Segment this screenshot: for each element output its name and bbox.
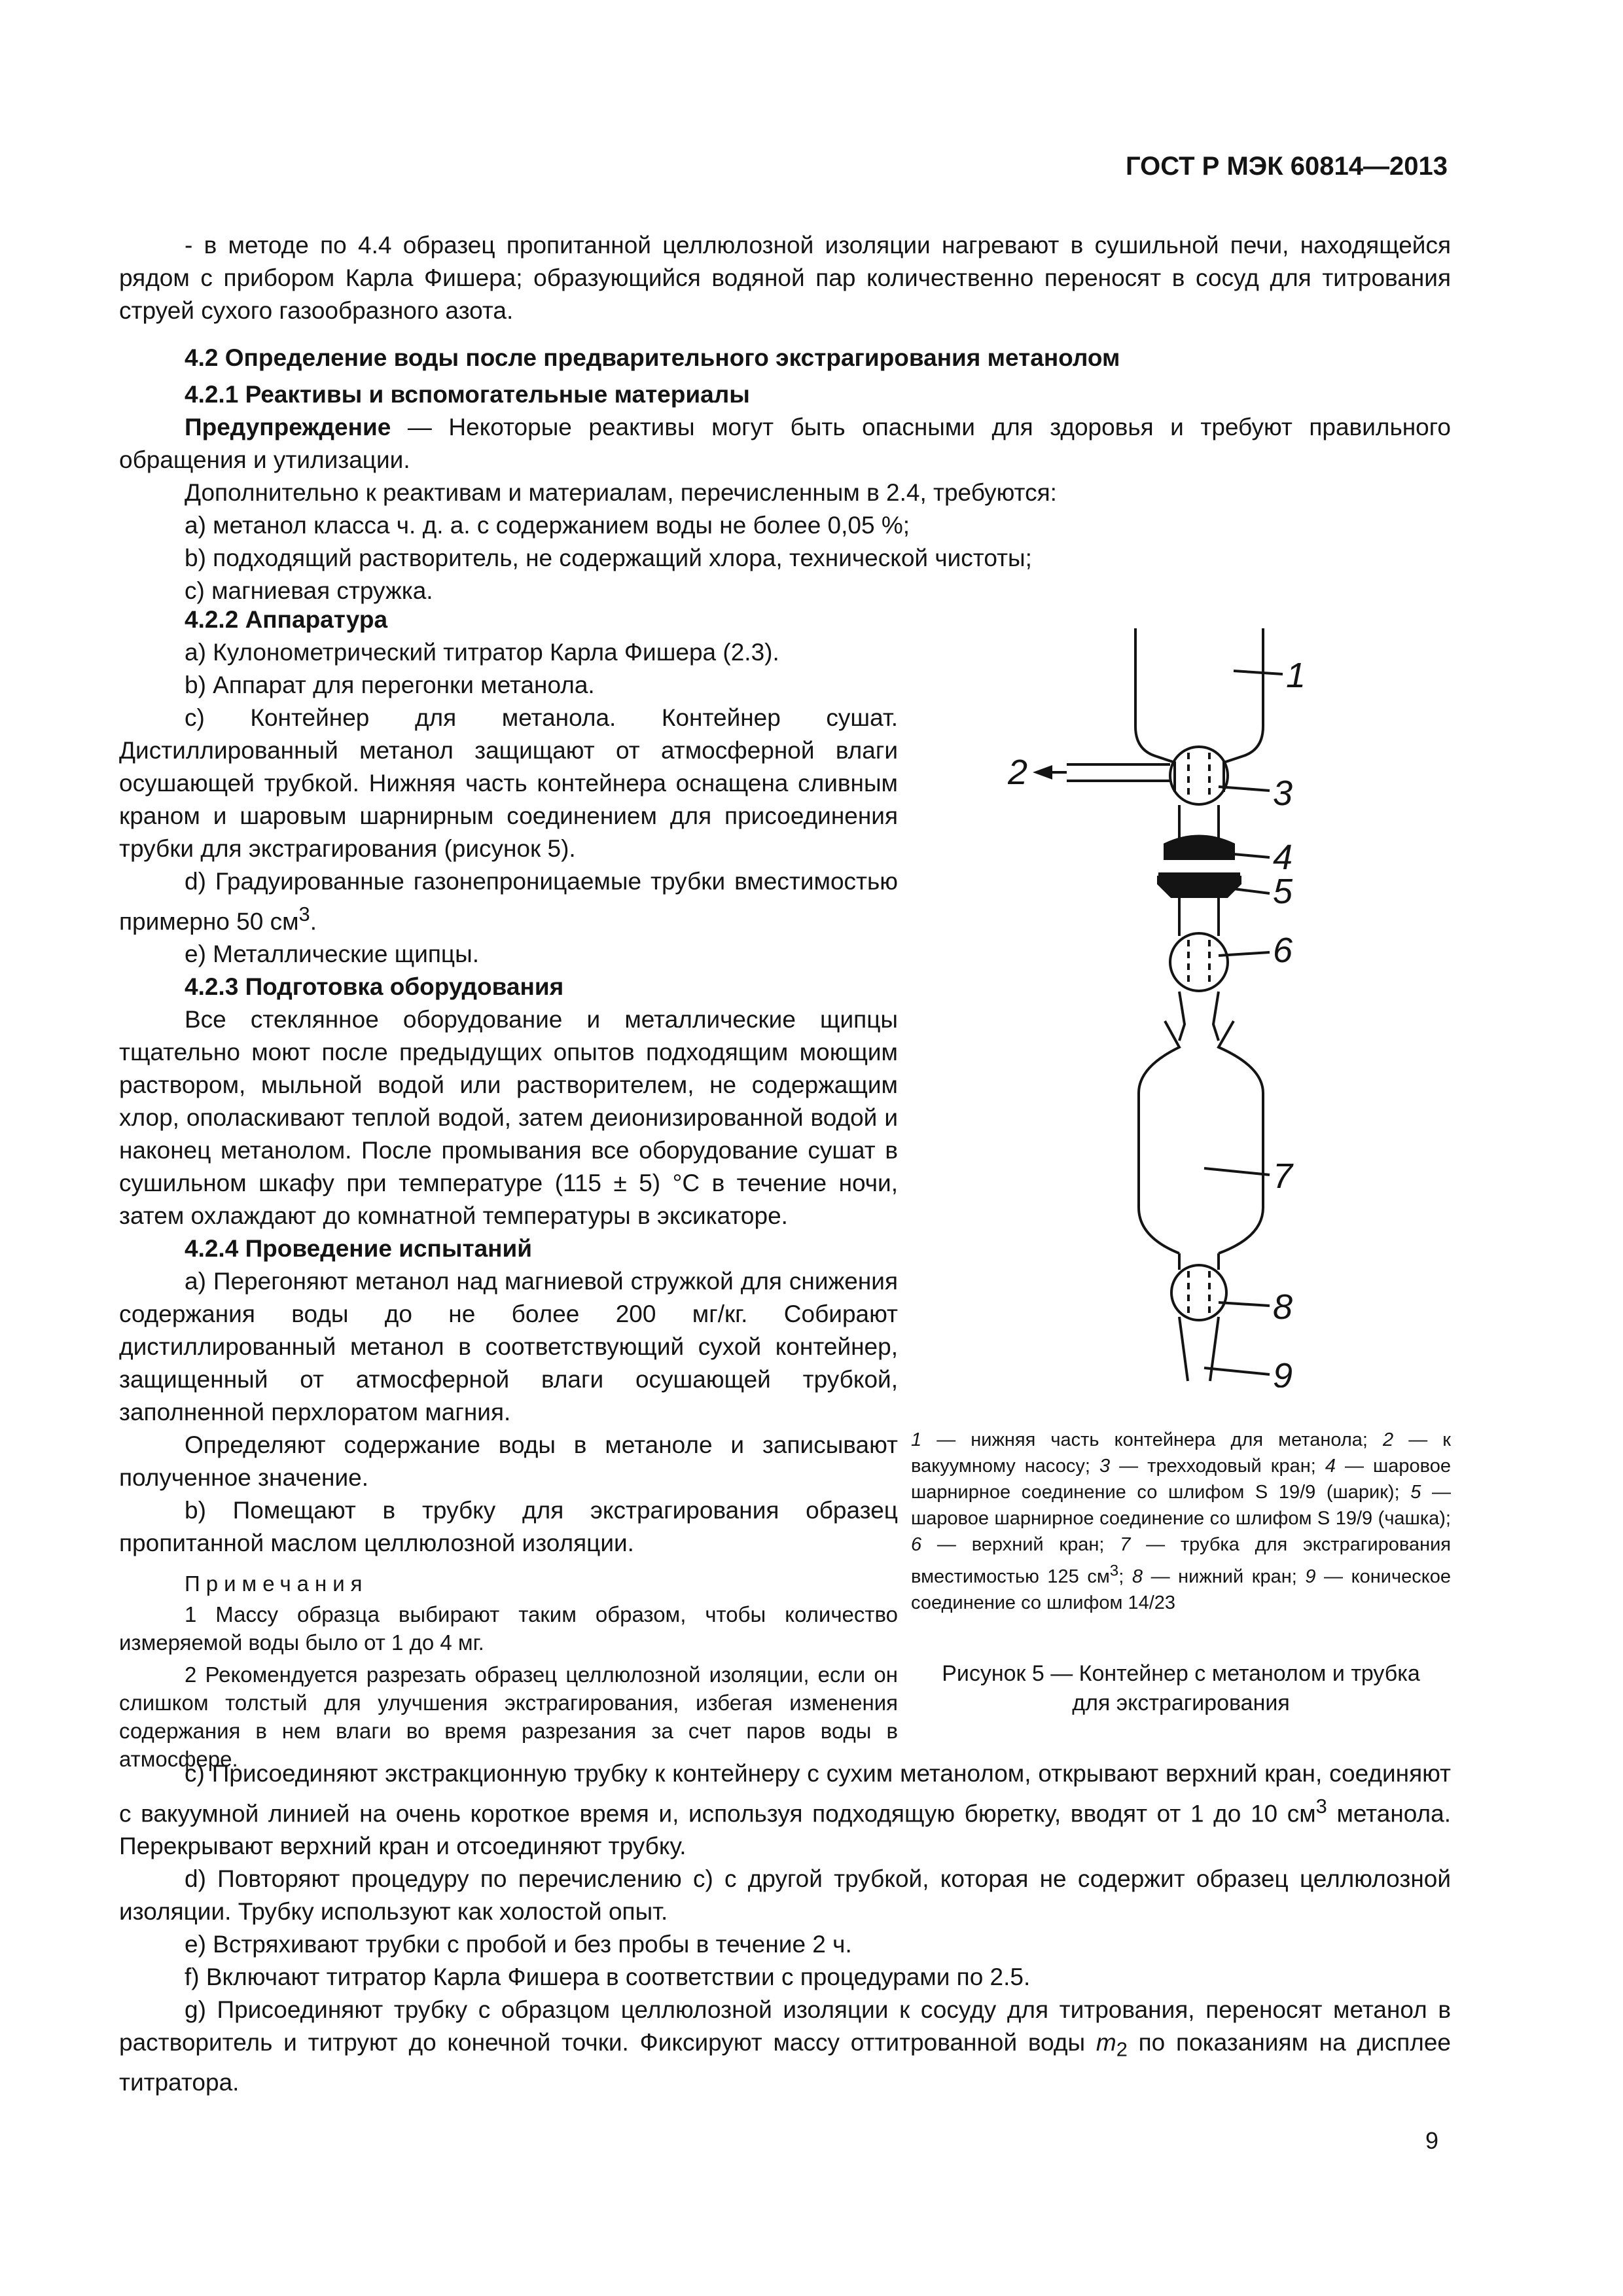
label-8: 8 — [1273, 1287, 1293, 1327]
preparation-text: Все стеклянное оборудование и металлические щипцы тщательно моют после предыдущих опытов подходящим моющим раствором, мыльной водой или растворителем, не содержащим хлор, ополаскивают теплой водой, затем деионизированной водой и наконец метанолом. После промывания все оборудование сушат в сушильном шкафу при температуре (115 ± 5) °С в течение ночи, затем охлаждают до комнатной температуры в эксикаторе. — [119, 1006, 898, 1230]
tube-left-wall — [1139, 1021, 1179, 1253]
section-4-2-4-title: 4.2.4 Проведение испытаний — [185, 1235, 533, 1263]
step-d: d) Повторяют процедуру по перечислению с) с другой трубкой, которая не содержит образец целлюлозной изоляции. Трубку используют как холостой опыт. — [119, 1865, 1451, 1926]
section-4-2-2-title: 4.2.2 Аппаратура — [185, 606, 388, 633]
figure-caption — [911, 1659, 1451, 1718]
left-column — [119, 603, 898, 1773]
standard-header: ГОСТ Р МЭК 60814—2013 — [1125, 152, 1448, 181]
apparatus-d-sup: 3 — [298, 903, 310, 925]
label-5: 5 — [1273, 872, 1293, 911]
figure-caption-line-1: Рисунок 5 — Контейнер с метанолом и трубка — [942, 1661, 1420, 1686]
label-4: 4 — [1273, 838, 1293, 877]
warning-paragraph — [119, 411, 1451, 476]
container-left-wall — [1135, 628, 1175, 792]
reagent-item-a: а) метанол класса ч. д. а. с содержанием воды не более 0,05 %; — [185, 512, 910, 539]
section-4-2-3-title: 4.2.3 Подготовка оборудования — [185, 973, 564, 1001]
step-g: g) Присоединяют трубку с образцом целлюлозной изоляции к сосуду для титрования, переносят метанол в растворитель и титруют до конечной точки. Фиксируют массу оттитрованной воды $m_2$ по показаниям на дисплее титратора. — [119, 1996, 1451, 2096]
additionally-text: Дополнительно к реактивам и материалам, перечисленным в 2.4, требуются: — [185, 479, 1057, 506]
section-4-2-title: 4.2 Определение воды после предварительного экстрагирования метанолом — [185, 344, 1120, 371]
ball-joint — [1165, 836, 1234, 859]
reagent-item-b: b) подходящий растворитель, не содержащий хлора, технической чистоты; — [185, 545, 1032, 571]
label-9: 9 — [1273, 1356, 1293, 1388]
figure-5-diagram — [1008, 615, 1414, 1388]
step-e: е) Встряхивают трубки с пробой и без пробы в течение 2 ч. — [185, 1931, 852, 1958]
note-1: 1 Массу образца выбирают таким образом, чтобы количество измеряемой воды было от 1 до 4 мг. — [119, 1602, 898, 1655]
upper-stopcock — [1170, 933, 1228, 991]
test-step-a: а) Перегоняют метанол над магниевой стружкой для снижения содержания воды до не более 200 мг/кг. Собирают дистиллированный метанол в соответствующий сухой контейнер, защищенный от атмосферной влаги осушающей трубкой, заполненной перхлоратом магния. — [119, 1268, 898, 1426]
cup-joint — [1158, 877, 1240, 897]
apparatus-c: с) Контейнер для метанола. Контейнер сушат. Дистиллированный метанол защищают от атмосферной влаги осушающей трубкой. Нижняя часть контейнера оснащена сливным краном и шаровым шарнирным соединением для присоединения трубки для экстрагирования (рисунок 5). — [119, 704, 898, 862]
conical-joint-right — [1210, 1317, 1219, 1381]
note-2: 2 Рекомендуется разрезать образец целлюлозной изоляции, если он слишком толстый для улучшения экстрагирования, избегая изменения содержания в нем влаги во время разрезания за счет паров воды в атмосфере. — [119, 1662, 898, 1772]
label-1: 1 — [1286, 656, 1306, 695]
figure-legend — [911, 1427, 1451, 1616]
three-way-stopcock — [1170, 747, 1228, 804]
notes-heading: Примечания — [185, 1571, 368, 1596]
step-c: с) Присоединяют экстракционную трубку к контейнеру с сухим метанолом, открывают верхний кран, соединяют с вакуумной линией на очень короткое время и, используя подходящую бюретку, вводят от 1 до 10 $см^3$ метанола. Перекрывают верхний кран и отсоединяют трубку. — [119, 1760, 1451, 1860]
test-step-a2: Определяют содержание воды в метаноле и записывают полученное значение. — [119, 1431, 898, 1492]
warning-label: Предупреждение — [185, 414, 391, 440]
warning-text: — Некоторые реактивы могут быть опасными для здоровья и требуют правильного обращения и утилизации. — [119, 414, 1451, 473]
bottom-block — [119, 1757, 1451, 2099]
apparatus-d-end: . — [310, 908, 317, 935]
apparatus-e: е) Металлические щипцы. — [185, 941, 479, 968]
intro-paragraph — [119, 229, 1451, 327]
conical-joint-left — [1179, 1317, 1188, 1381]
reagent-item-c: с) магниевая стружка. — [185, 577, 433, 604]
apparatus-d-text: d) Градуированные газонепроницаемые трубки вместимостью примерно 50 см — [119, 868, 898, 935]
page-number: 9 — [1425, 2127, 1438, 2154]
apparatus-b: b) Аппарат для перегонки метанола. — [185, 672, 595, 698]
label-7: 7 — [1273, 1157, 1293, 1196]
legend-paragraph: 1 — нижняя часть контейнера для метанола; 2 — к вакуумному насосу; 3 — трехходовый кран; 4 — шаровое шарнирное соединение со шлифом S 19/9 (шарик); 5 — шаровое шарнирное соединение со шлифом S 19/9 (чашка); 6 — верхний кран; 7 — трубка для экстрагирования вместимостью 125 $см^3$; 8 — нижний кран; 9 — коническое соединение со шлифом 14/23 — [911, 1429, 1452, 1613]
figure-caption-line-2: для экстрагирования — [1072, 1691, 1290, 1715]
label-3: 3 — [1273, 774, 1293, 813]
intro-text: - в методе по 4.4 образец пропитанной целлюлозной изоляции нагревают в сушильной печи, находящейся рядом с прибором Карла Фишера; образующийся водяной пар количественно переносят в сосуд для титрования струей сухого газообразного азота. — [119, 232, 1451, 324]
lower-stopcock — [1171, 1265, 1226, 1320]
step-f: f) Включают титратор Карла Фишера в соответствии с процедурами по 2.5. — [185, 1964, 1031, 1991]
tube-right-wall — [1219, 1021, 1263, 1253]
section-4-2-1-title: 4.2.1 Реактивы и вспомогательные материалы — [185, 381, 750, 408]
apparatus-a: а) Кулонометрический титратор Карла Фишера (2.3). — [185, 639, 779, 666]
label-2: 2 — [1008, 753, 1028, 792]
apparatus-d — [119, 865, 898, 938]
label-6: 6 — [1273, 931, 1293, 970]
container-right-wall — [1224, 628, 1263, 792]
section-4-2 — [119, 342, 1451, 607]
test-step-b: b) Помещают в трубку для экстрагирования образец пропитанной маслом целлюлозной изоляции. — [119, 1497, 898, 1557]
